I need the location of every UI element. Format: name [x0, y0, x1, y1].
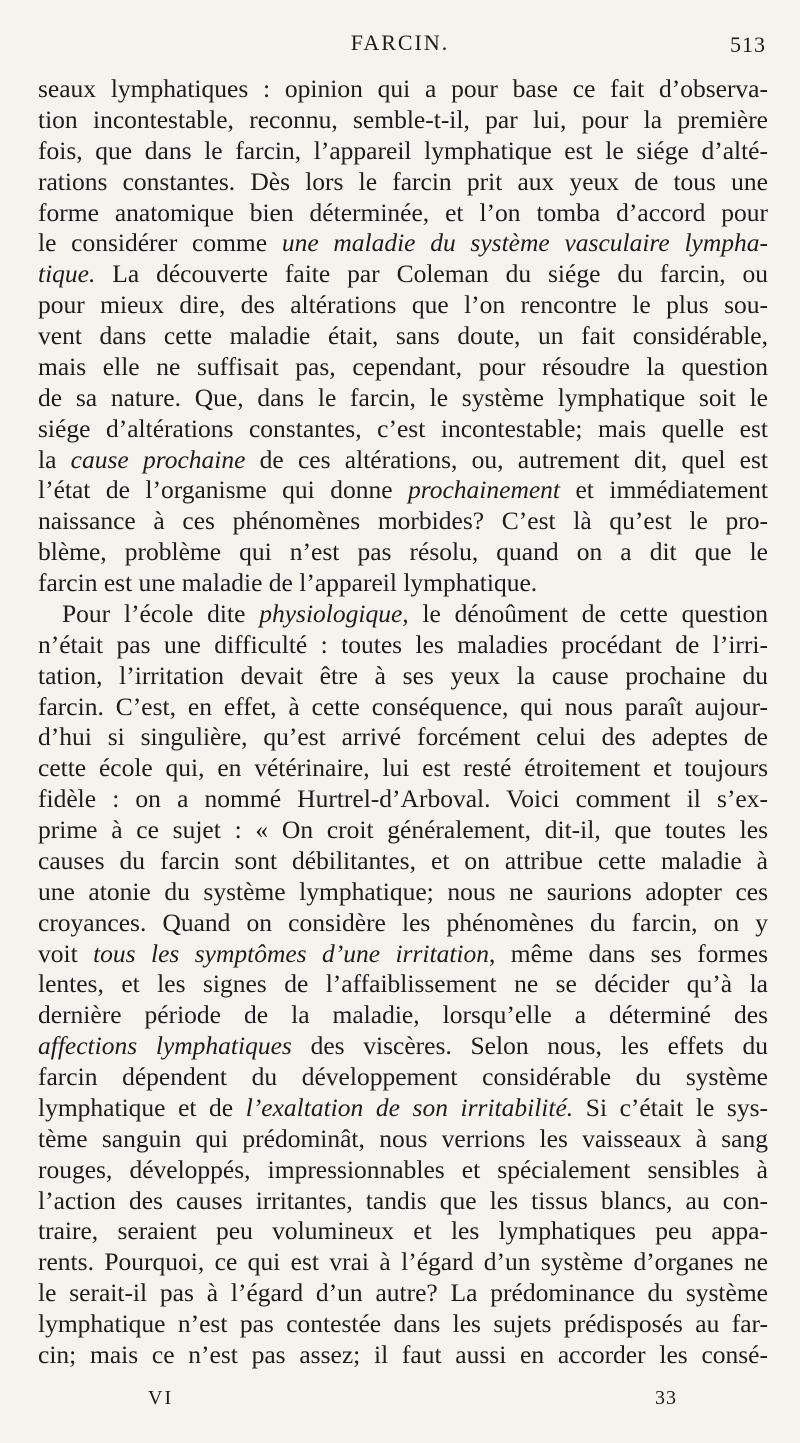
page-footer [0, 1387, 800, 1417]
italic-text: affections lymphatiques [38, 1031, 292, 1061]
text-segment: La découverte faite par Coleman du siége du farcin, ou [95, 259, 768, 289]
text-line [38, 599, 768, 630]
italic-text: tous les symptômes d’une irritation [93, 938, 489, 968]
text-line: causes du farcin sont débilitantes, et on attribue cette maladie à [38, 845, 768, 875]
text-line [38, 1093, 768, 1124]
text-line: fidèle : on a nommé Hurtrel-d’Arboval. Voici comment il s’ex- [38, 784, 768, 814]
italic-text: prochainement [408, 475, 561, 505]
text-line [38, 1031, 768, 1062]
text-line: rouges, développés, impressionnables et spécialement sensibles à [38, 1154, 768, 1184]
italic-text: physiologique, [259, 598, 409, 628]
text-segment: et immédiatement [560, 475, 768, 505]
text-line: lymphatique n’est pas contestée dans les sujets prédisposés au far- [38, 1309, 768, 1338]
text-line: blème, problème qui n’est pas résolu, quand on a dit que le [38, 537, 768, 567]
text-line [38, 259, 768, 290]
text-line: rents. Pourquoi, ce qui est vrai à l’égard d’un système d’organes ne [38, 1247, 768, 1277]
text-segment: des viscères. Selon nous, les effets du [291, 1031, 768, 1061]
italic-text: tique. [38, 259, 96, 289]
text-line: farcin. C’est, en effet, à cette conséquence, qui nous paraît aujour- [38, 691, 768, 721]
text-line: forme anatomique bien déterminée, et l’on tomba d’accord pour [38, 197, 768, 227]
text-segment: de ces altérations, ou, autrement dit, quel est [245, 444, 768, 474]
text-segment: , même dans ses formes [489, 938, 768, 968]
text-line: tation, l’irritation devait être à ses yeux la cause prochaine du [38, 660, 768, 690]
text-line: tion incontestable, reconnu, semble-t-il, par lui, pour la première [38, 104, 768, 134]
italic-text: l’exaltation de son irritabilité. [245, 1092, 574, 1122]
text-line: vent dans cette maladie était, sans doute, un fait considérable, [38, 321, 768, 350]
text-segment: voit [38, 938, 94, 968]
text-segment: le considérer comme [38, 228, 282, 258]
text-line [38, 228, 768, 259]
text-segment: lymphatique et de [38, 1092, 246, 1122]
text-line: farcin est une maladie de l’appareil lymphatique. [38, 568, 538, 597]
text-line [38, 475, 768, 506]
text-line: une atonie du système lymphatique; nous ne saurions adopter ces [38, 876, 768, 906]
text-segment: la [38, 444, 71, 474]
text-line: n’était pas une difficulté : toutes les maladies procédant de l’irri- [38, 629, 768, 659]
text-line: de sa nature. Que, dans le farcin, le système lymphatique soit le [38, 382, 768, 412]
text-line [38, 939, 768, 970]
text-line: croyances. Quand on considère les phénomènes du farcin, on y [38, 907, 768, 937]
text-line: prime à ce sujet : « On croit généralement, dit-il, que toutes les [38, 815, 768, 844]
text-segment: Si c’était le sys- [573, 1092, 768, 1122]
page-number: 513 [730, 32, 766, 57]
text-line: pour mieux dire, des altérations que l’on rencontre le plus sou- [38, 290, 768, 320]
text-segment: le dénoûment de cette question [408, 598, 768, 628]
text-segment: l’état de l’organisme qui donne [38, 475, 408, 505]
text-line: d’hui si singulière, qu’est arrivé forcément celui des adeptes de [38, 722, 768, 752]
sheet-number: 33 [655, 1387, 677, 1409]
text-line: siége d’altérations constantes, c’est incontestable; mais quelle est [38, 413, 768, 443]
running-title: FARCIN. [350, 30, 450, 55]
text-line: fois, que dans le farcin, l’appareil lymphatique est le siége d’alté- [38, 135, 768, 165]
text-line: dernière période de la maladie, lorsqu’elle a déterminé des [38, 1000, 768, 1030]
text-line: traire, seraient peu volumineux et les lymphatiques peu appa- [38, 1216, 768, 1246]
text-line: seaux lymphatiques : opinion qui a pour base ce fait d’observa- [38, 74, 768, 103]
text-line: rations constantes. Dès lors le farcin prit aux yeux de tous une [38, 166, 768, 196]
text-line: naissance à ces phénomènes morbides? C’est là qu’est le pro- [38, 506, 768, 536]
text-line: tème sanguin qui prédominât, nous verrions les vaisseaux à sang [38, 1123, 768, 1153]
text-line: l’action des causes irritantes, tandis que les tissus blancs, au con- [38, 1185, 768, 1215]
italic-text: une maladie du système vasculaire lympha- [281, 228, 768, 258]
text-line: farcin dépendent du développement considérable du système [38, 1062, 768, 1091]
text-line: lentes, et les signes de l’affaiblissement ne se décider qu’à la [38, 969, 768, 999]
text-line [38, 445, 768, 476]
text-line: le serait-il pas à l’égard d’un autre? La prédominance du système [38, 1278, 768, 1308]
text-line: cin; mais ce n’est pas assez; il faut aussi en accorder les consé- [38, 1339, 768, 1369]
signature-mark: VI [148, 1387, 174, 1409]
text-line: mais elle ne suffisait pas, cependant, pour résoudre la question [38, 351, 768, 381]
text-line: cette école qui, en vétérinaire, lui est resté étroitement et toujours [38, 753, 768, 783]
text-segment: Pour l’école dite [62, 598, 260, 628]
italic-text: cause prochaine [70, 444, 246, 474]
body-text [38, 74, 768, 1371]
page-header [0, 30, 800, 64]
